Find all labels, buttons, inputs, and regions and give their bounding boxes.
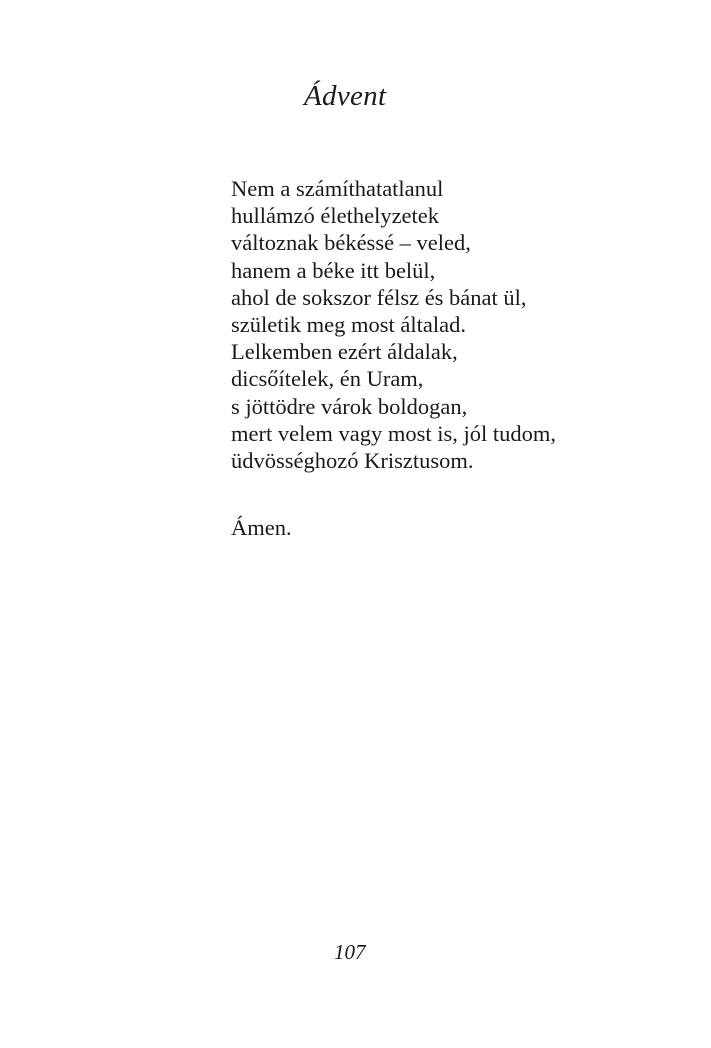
poem-line: dicsőítelek, én Uram, xyxy=(231,366,424,392)
poem-line: hullámzó élethelyzetek xyxy=(231,203,440,229)
poem-line: s jöttödre várok boldogan, xyxy=(231,393,468,419)
poem-line: mert velem vagy most is, jól tudom, xyxy=(231,420,556,446)
poem-line: Nem a számíthatatlanul xyxy=(231,176,444,201)
poem-line: ahol de sokszor félsz és bánat ül, xyxy=(231,284,527,310)
poem-line: hanem a béke itt belül, xyxy=(231,257,436,283)
poem-line: üdvösséghozó Krisztusom. xyxy=(231,448,474,474)
poem-title: Ádvent xyxy=(304,80,387,112)
poem-line: Lelkemben ezért áldalak, xyxy=(231,339,458,365)
poem-line: változnak békéssé – veled, xyxy=(231,230,471,256)
poem-line: születik meg most általad. xyxy=(231,312,466,338)
poem-closing: Ámen. xyxy=(231,515,292,540)
poem-stanza xyxy=(231,175,556,474)
page-number: 107 xyxy=(334,940,366,964)
